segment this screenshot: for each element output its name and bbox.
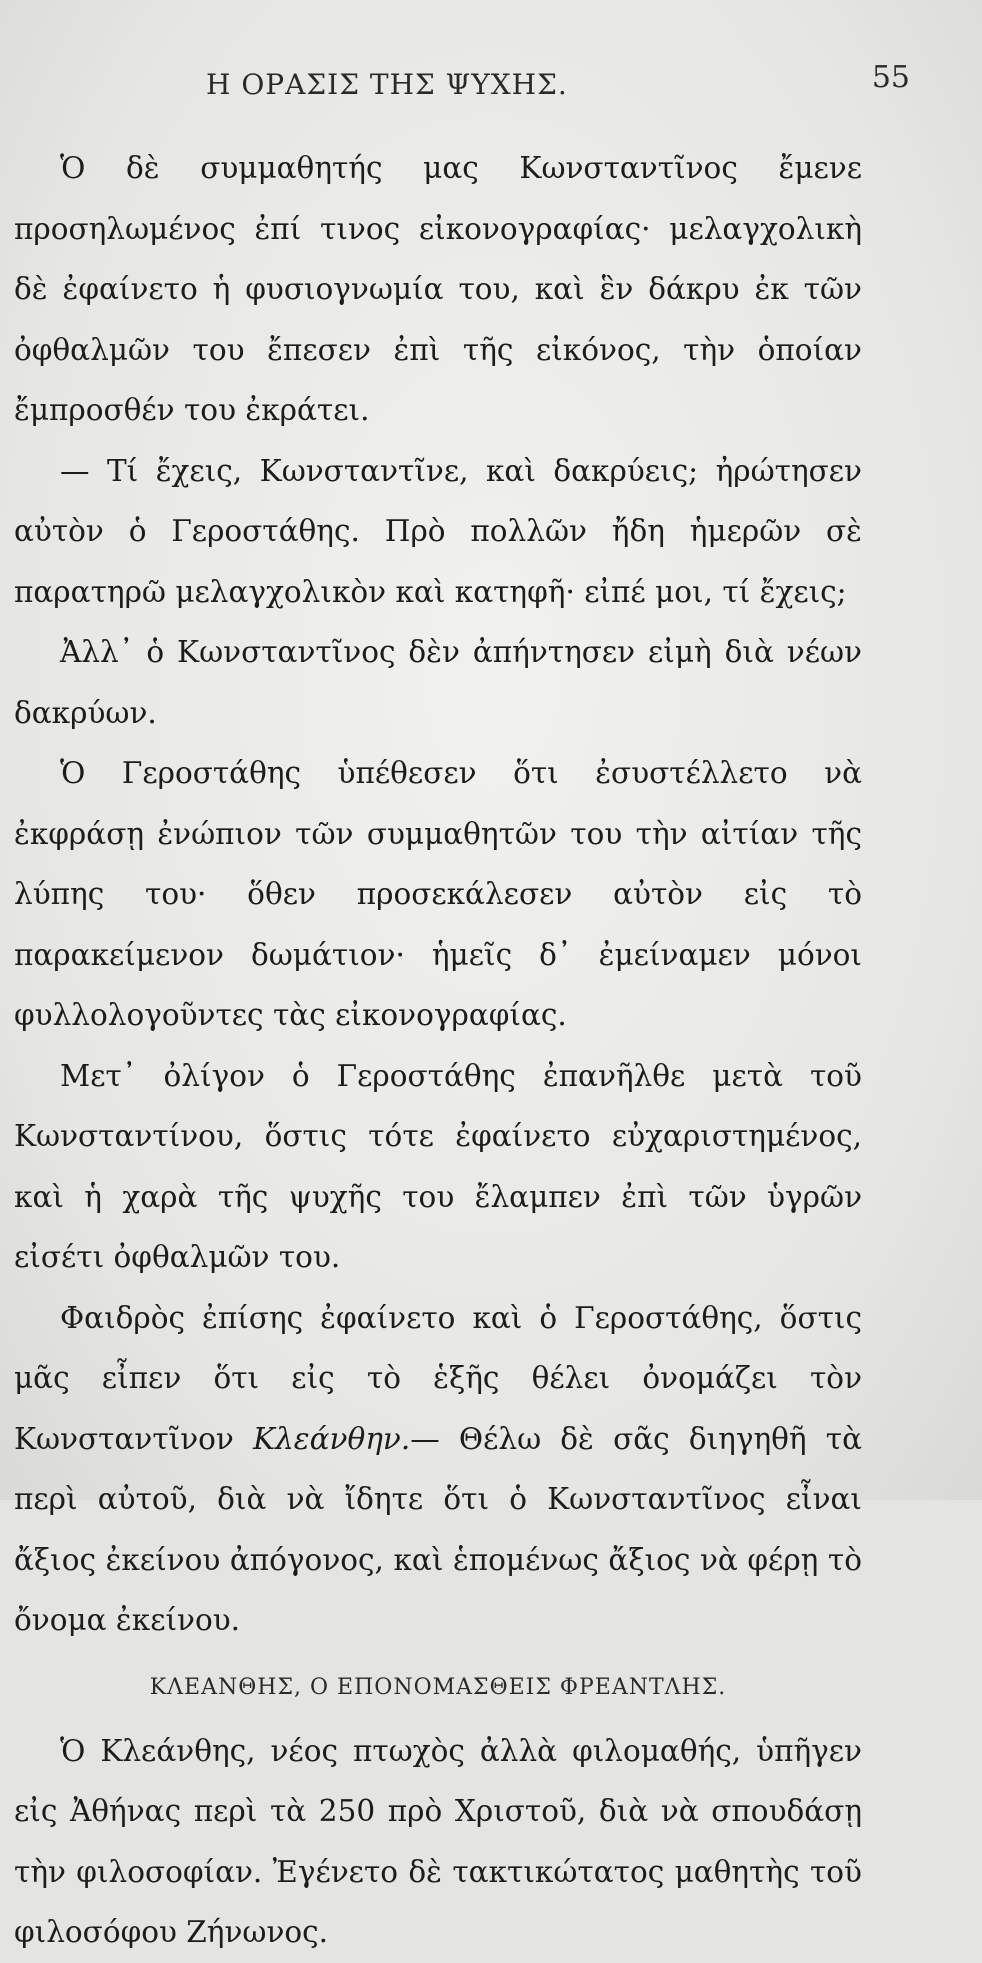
page-header [14, 60, 910, 120]
italic-name-kleanthes: Κλεάνθην. [253, 1421, 411, 1456]
paragraph-6 [14, 1288, 862, 1651]
paragraph-2: — Τί ἔχεις, Κωνσταντῖνε, καὶ δακρύεις; ἠρώτησεν αὐτὸν ὁ Γεροστάθης. Πρὸ πολλῶν ἤδη ἡμερῶν σὲ παρατηρῶ μελαγχολικὸν καὶ κατηφῆ· εἰπέ μοι, τί ἔχεις; [14, 453, 862, 609]
paragraph-1: Ὁ δὲ συμμαθητής μας Κωνσταντῖνος ἔμενε προσηλωμένος ἐπί τινος εἰκονογραφίας· μελαγχολικὴ δὲ ἐφαίνετο ἡ φυσιογνωμία του, καὶ ἓν δάκρυ ἐκ τῶν ὀφθαλμῶν του ἔπεσεν ἐπὶ τῆς εἰκόνος, τὴν ὁποίαν ἔμπροσθέν του ἐκράτει. [14, 151, 862, 427]
page-number: 55 [871, 60, 910, 95]
section-paragraph: Ὁ Κλεάνθης, νέος πτωχὸς ἀλλὰ φιλομαθής, ὑπῆγεν εἰς Ἀθήνας περὶ τὰ 250 πρὸ Χριστοῦ, διὰ νὰ σπουδάσῃ τὴν φιλοσοφίαν. Ἐγένετο δὲ τακτικώτατος μαθητὴς τοῦ φιλοσόφου Ζήνωνος. [14, 1733, 862, 1949]
paragraph-6-text-a: Φαιδρὸς ἐπίσης ἐφαίνετο καὶ ὁ Γεροστάθης, ὅστις μᾶς εἶπεν ὅτι εἰς τὸ ἑξῆς θέλει ὀνομάζει τὸν Κωνσταντῖνον [14, 1300, 862, 1456]
paragraph-4: Ὁ Γεροστάθης ὑπέθεσεν ὅτι ἐσυστέλλετο νὰ ἐκφράσῃ ἐνώπιον τῶν συμμαθητῶν του τὴν αἰτίαν τῆς λύπης του· ὅθεν προσεκάλεσεν αὐτὸν εἰς τὸ παρακείμενον δωμάτιον· ἡμεῖς δ᾽ ἐμείναμεν μόνοι φυλλολογοῦντες τὰς εἰκονογραφίας. [14, 756, 862, 1032]
body-text [14, 138, 862, 1963]
paragraph-3: Ἀλλ᾽ ὁ Κωνσταντῖνος δὲν ἀπήντησεν εἰμὴ διὰ νέων δακρύων. [14, 635, 862, 730]
section-title: ΚΛΕΑΝΘΗΣ, Ο ΕΠΟΝΟΜΑΣΘΕΙΣ ΦΡΕΑΝΤΛΗΣ. [149, 1674, 727, 1700]
paragraph-5: Μετ᾽ ὀλίγον ὁ Γεροστάθης ἐπανῆλθε μετὰ τοῦ Κωνσταντίνου, ὅστις τότε ἐφαίνετο εὐχαριστημένος, καὶ ἡ χαρὰ τῆς ψυχῆς του ἔλαμπεν ἐπὶ τῶν ὑγρῶν εἰσέτι ὀφθαλμῶν του. [14, 1058, 862, 1274]
paragraph-6-text-b: — Θέλω δὲ σᾶς διηγηθῆ τὰ περὶ αὐτοῦ, διὰ νὰ ἴδητε ὅτι ὁ Κωνσταντῖνος εἶναι ἄξιος ἐκείνου ἀπόγονος, καὶ ἑπομένως ἄξιος νὰ φέρῃ τὸ ὄνομα ἐκείνου. [14, 1421, 862, 1637]
running-title: Η ΟΡΑΣΙΣ ΤΗΣ ΨΥΧΗΣ. [206, 68, 568, 101]
